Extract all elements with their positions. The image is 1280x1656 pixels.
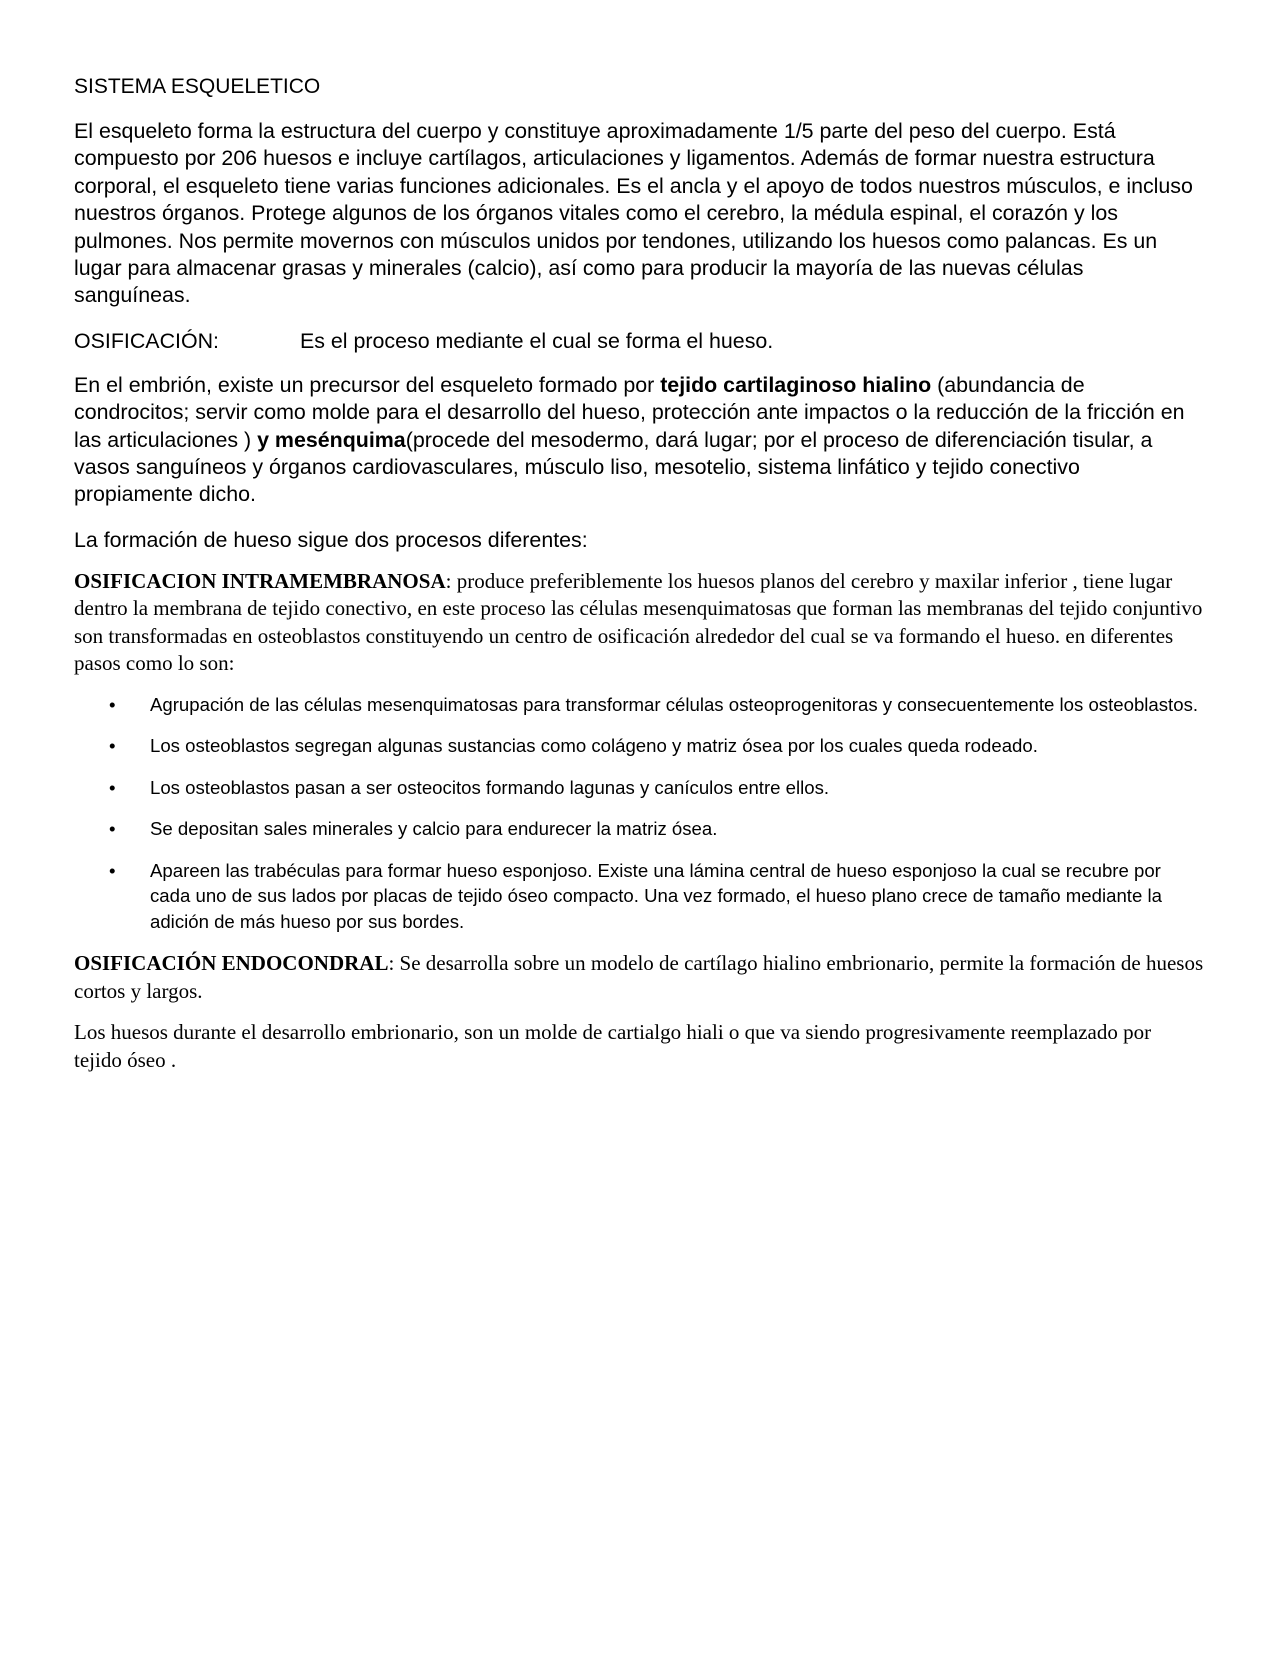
steps-list [74, 692, 1204, 935]
osificacion-label: OSIFICACIÓN: [74, 328, 219, 353]
embrion-bold-mesenquima: y mesénquima [257, 427, 406, 452]
embrion-text-3: (procede del mesodermo, dará lugar; por el proceso de diferenciación tisular, a vasos sanguíneos y órganos cardiovasculares, músculo liso, mesotelio, sistema linfático y tejido conectivo propiamente dicho. [74, 427, 1153, 507]
formacion-paragraph: La formación de hueso sigue dos procesos diferentes: [74, 527, 588, 552]
list-item [74, 858, 1204, 935]
intramembranosa-title: OSIFICACION INTRAMEMBRANOSA [74, 568, 446, 593]
step-text: Apareen las trabéculas para formar hueso esponjoso. Existe una lámina central de hueso esponjoso la cual se recubre por cada uno de sus lados por placas de tejido óseo compacto. Una vez formado, el hueso plano crece de tamaño mediante la adición de más hueso por sus bordes. [150, 859, 1162, 932]
step-text: Los osteoblastos pasan a ser osteocitos formando lagunas y canículos entre ellos. [150, 776, 830, 798]
embrion-text-2: (abundancia de condrocitos; servir como molde para el desarrollo del hueso, protección ante impactos o la reducción de la fricción en las articulaciones ) [74, 372, 1185, 452]
endocondral-title: OSIFICACIÓN ENDOCONDRAL [74, 951, 389, 976]
intramembranosa-text: : produce preferiblemente los huesos planos del cerebro y maxilar inferior , tiene lugar dentro la membrana de tejido conectivo, en este proceso las células mesenquimatosas que forman las membranas del tejido conjuntivo son transformadas en osteoblastos constituyendo un centro de osificación alrededor del cual se va formando el hueso. en diferentes pasos como lo son: [74, 568, 1203, 676]
step-text: Los osteoblastos segregan algunas sustancias como colágeno y matriz ósea por los cuales queda rodeado. [150, 735, 1038, 757]
endocondral-text: : Se desarrolla sobre un modelo de cartílago hialino embrionario, permite la formación de huesos cortos y largos. [74, 951, 1204, 1003]
page-title: SISTEMA ESQUELETICO [74, 75, 321, 98]
intramembranosa-paragraph [74, 568, 1204, 678]
bullet-icon: • [109, 859, 116, 881]
list-item [74, 692, 1204, 718]
list-item [74, 816, 1204, 842]
step-text: Agrupación de las células mesenquimatosas para transformar células osteoprogenitoras y consecuentemente los osteoblastos. [150, 693, 1199, 715]
document-page [74, 73, 1204, 1088]
intro-paragraph: El esqueleto forma la estructura del cuerpo y constituye aproximadamente 1/5 parte del peso del cuerpo. Está compuesto por 206 huesos e incluye cartílagos, articulaciones y ligamentos. Además de formar nuestra estructura corporal, el esqueleto tiene varias funciones adicionales. Es el ancla y el apoyo de todos nuestros músculos, e incluso nuestros órganos. Protege algunos de los órganos vitales como el cerebro, la médula espinal, el corazón y los pulmones. Nos permite movernos con músculos unidos por tendones, utilizando los huesos como palancas. Es un lugar para almacenar grasas y minerales (calcio), así como para producir la mayoría de las nuevas células sanguíneas. [74, 119, 1193, 308]
endocondral-paragraph [74, 950, 1204, 1005]
embrion-paragraph [74, 372, 1204, 509]
list-item [74, 775, 1204, 801]
closing-paragraph: Los huesos durante el desarrollo embrionario, son un molde de cartialgo hiali o que va siendo progresivamente reemplazado por tejido óseo . [74, 1020, 1152, 1072]
embrion-text-1: En el embrión, existe un precursor del esqueleto formado por [74, 372, 661, 397]
step-text: Se depositan sales minerales y calcio para endurecer la matriz ósea. [150, 818, 718, 840]
bullet-icon: • [109, 818, 116, 840]
bullet-icon: • [109, 735, 116, 757]
embrion-bold-cartilaginoso: tejido cartilaginoso hialino [660, 372, 932, 397]
bullet-icon: • [109, 693, 116, 715]
osificacion-text: Es el proceso mediante el cual se forma el hueso. [300, 328, 774, 353]
bullet-icon: • [109, 776, 116, 798]
list-item [74, 733, 1204, 759]
osificacion-definition [74, 328, 1204, 355]
